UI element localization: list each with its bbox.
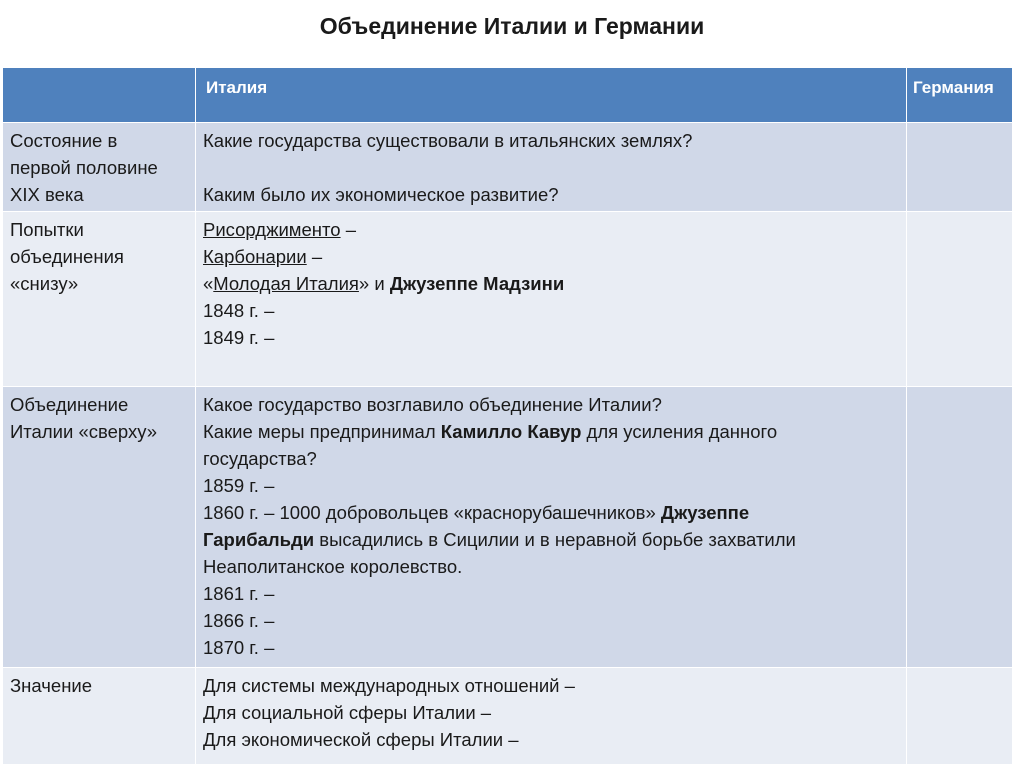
term-carbonari: Карбонарии	[203, 246, 307, 267]
year-line: 1861 г. –	[203, 583, 275, 604]
significance-line: Для экономической сферы Италии –	[203, 729, 519, 750]
header-italy: Италия	[196, 68, 907, 123]
italy-term-line	[203, 243, 899, 270]
table-row-top-down	[3, 387, 1013, 668]
term-young-italy: Молодая Италия	[213, 273, 359, 294]
header-empty	[3, 68, 196, 123]
italy-question: Какие меры предпринимал Камилло Кавур для усиления данного	[203, 421, 778, 442]
italy-cell[interactable]	[196, 387, 907, 668]
germany-cell[interactable]	[907, 668, 1013, 765]
table-row-bottom-up	[3, 212, 1013, 387]
row-label	[3, 387, 196, 668]
quote-close: » и	[358, 273, 390, 294]
table-row-significance	[3, 668, 1013, 765]
header-germany: Германия	[907, 68, 1013, 123]
person-mazzini: Джузеппе Мадзини	[389, 273, 565, 294]
table-header-row	[3, 68, 1013, 123]
row-label	[3, 668, 196, 765]
row-label-line: объединения	[10, 246, 124, 267]
row-label-line: Италии «сверху»	[10, 421, 157, 442]
year-line: 1860 г. – 1000 добровольцев «краснорубашечников» Джузеппе	[203, 502, 750, 523]
significance-line: Для социальной сферы Италии –	[203, 702, 492, 723]
row-label-line: Состояние в	[10, 130, 118, 151]
row-label-line: Объединение	[10, 394, 129, 415]
year-line: 1870 г. –	[203, 637, 275, 658]
table-row-state	[3, 123, 1013, 212]
italy-cell[interactable]	[196, 123, 907, 212]
italy-question: Какие государства существовали в итальянских землях?	[203, 130, 693, 151]
year-line-cont: Неаполитанское королевство.	[203, 556, 463, 577]
person-garibaldi-first: Джузеппе	[660, 502, 750, 523]
germany-cell[interactable]	[907, 123, 1013, 212]
row-label	[3, 123, 196, 212]
slide-title: Объединение Италии и Германии	[319, 13, 705, 39]
year-line: 1849 г. –	[203, 327, 275, 348]
row-label-line: Значение	[10, 675, 93, 696]
row-label	[3, 212, 196, 387]
term-dash: –	[340, 219, 357, 240]
italy-question-cont: государства?	[203, 448, 317, 469]
comparison-table	[2, 67, 1013, 765]
italy-term-line	[203, 270, 899, 297]
year-line: 1848 г. –	[203, 300, 275, 321]
italy-cell[interactable]	[196, 668, 907, 765]
italy-question: Каким было их экономическое развитие?	[203, 184, 559, 205]
year-line-cont: Гарибальди высадились в Сицилии и в неравной борьбе захватили	[203, 529, 796, 550]
year-line: 1866 г. –	[203, 610, 275, 631]
term-dash: –	[306, 246, 323, 267]
italy-cell[interactable]	[196, 212, 907, 387]
italy-term-line	[203, 216, 899, 243]
italy-question: Какое государство возглавило объединение Италии?	[203, 394, 662, 415]
row-label-line: первой половине	[10, 157, 158, 178]
year-line: 1859 г. –	[203, 475, 275, 496]
person-garibaldi-last: Гарибальди	[203, 529, 315, 550]
row-label-line: «снизу»	[10, 273, 79, 294]
row-label-line: XIX века	[10, 184, 84, 205]
quote-open: «	[203, 273, 214, 294]
germany-cell[interactable]	[907, 212, 1013, 387]
person-cavour: Камилло Кавур	[440, 421, 582, 442]
significance-line: Для системы международных отношений –	[203, 675, 575, 696]
term-risorgimento: Рисорджименто	[203, 219, 341, 240]
germany-cell[interactable]	[907, 387, 1013, 668]
row-label-line: Попытки	[10, 219, 84, 240]
